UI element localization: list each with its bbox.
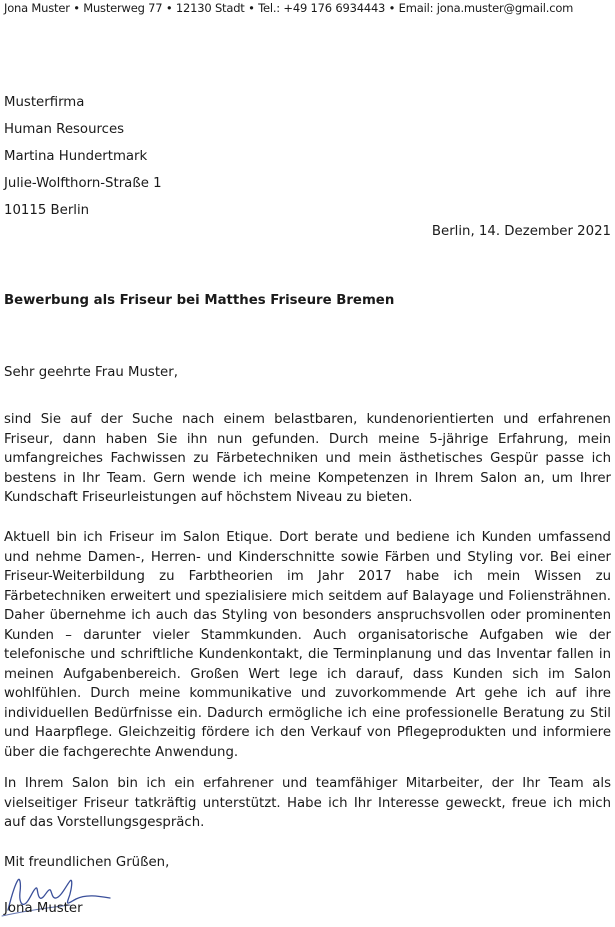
- letter-salutation: Sehr geehrte Frau Muster,: [4, 365, 178, 380]
- body-paragraph-experience: Aktuell bin ich Friseur im Salon Etique. Dort berate und bediene ich Kunden umfassend und nehme Damen-, Herren- und Kinderschnitte sowie Färben und Styling vor. Bei einer Friseur-Weiterbildung zu Farbtheorien im Jahr 2017 habe ich mein Wissen zu Färbetechniken erweitert und spezialisiere mich seitdem auf Balayage und Foliensträhnen. Daher übernehme ich auch das Styling von besonders anspruchsvollen oder prominenten Kunden – darunter vieler Stammkunden. Auch organisatorische Aufgaben wie der telefonische und schriftliche Kundenkontakt, die Terminplanung und das Inventar fallen in meinen Aufgabenbereich. Großen Wert lege ich darauf, dass Kunden sich im Salon wohlfühlen. Durch meine kommunikative und zuvorkommende Art gehe ich auf ihre individuellen Bedürfnisse ein. Dadurch ermögliche ich eine professionelle Beratung zu Stil und Haarpflege. Gleichzeitig fördere ich den Verkauf von Pflegeprodukten und informiere über die fachgerechte Anwendung.: [4, 530, 611, 760]
- body-paragraph-closing: In Ihrem Salon bin ich ein erfahrener und teamfähiger Mitarbeiter, der Ihr Team als vielseitiger Friseur tatkräftig unterstützt. Habe ich Ihr Interesse geweckt, freue ich mich auf das Vorstellungsgespräch.: [4, 776, 611, 830]
- recipient-company: Musterfirma: [4, 95, 85, 110]
- recipient-city: 10115 Berlin: [4, 203, 90, 218]
- recipient-street: Julie-Wolfthorn-Straße 1: [4, 176, 162, 191]
- letter-subject: Bewerbung als Friseur bei Matthes Friseure Bremen: [4, 293, 395, 308]
- recipient-department: Human Resources: [4, 122, 125, 137]
- recipient-contact: Martina Hundertmark: [4, 149, 148, 164]
- letter-date: Berlin, 14. Dezember 2021: [431, 224, 611, 239]
- recipient-address-block: [4, 89, 162, 224]
- sender-contact-line: Jona Muster • Musterweg 77 • 12130 Stadt • Tel.: +49 176 6934443 • Email: jona.muster@gmail.com: [4, 1, 574, 15]
- signer-name: Jona Muster: [4, 901, 83, 916]
- body-paragraph-intro: sind Sie auf der Suche nach einem belastbaren, kundenorientierten und erfahrenen Friseur, dann haben Sie ihn nun gefunden. Durch meine 5-jährige Erfahrung, mein umfangreiches Fachwissen zu Färbetechniken und mein ästhetisches Gespür passe ich bestens in Ihr Team. Gern wende ich meine Kompetenzen in Ihrem Salon an, um Ihrer Kundschaft Friseurleistungen auf höchstem Niveau zu bieten.: [4, 412, 611, 505]
- letter-closing: Mit freundlichen Grüßen,: [4, 855, 170, 870]
